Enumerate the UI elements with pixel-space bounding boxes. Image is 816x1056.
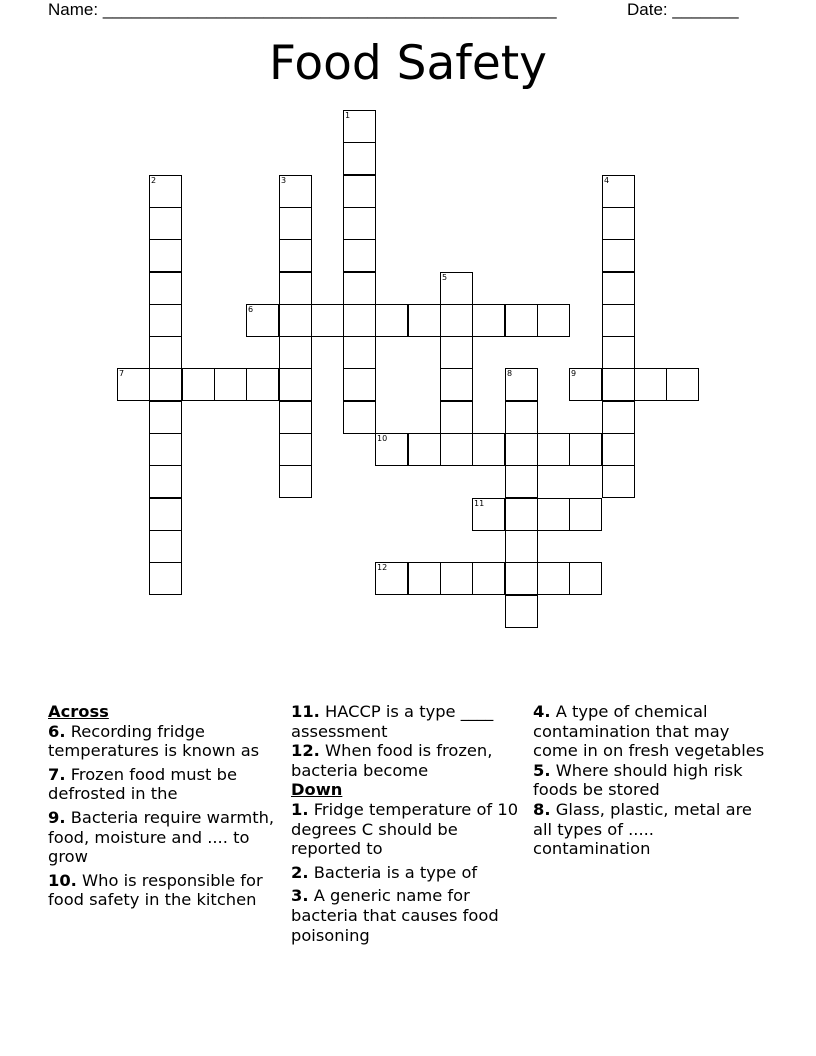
grid-cell[interactable] [375,433,408,466]
grid-cell[interactable] [634,368,667,401]
grid-cell[interactable] [279,304,312,337]
clue-down-4 [533,702,773,761]
grid-cell[interactable] [505,530,538,563]
grid-cell[interactable] [602,304,635,337]
cell-number: 12 [377,563,388,572]
grid-cell[interactable] [343,110,376,143]
grid-cell[interactable] [472,562,505,595]
cell-number: 4 [604,176,610,185]
grid-cell[interactable] [569,433,602,466]
grid-cell[interactable] [505,595,538,628]
clue-text: Bacteria is a type of [313,862,478,882]
clue-text: Recording fridge temperatures is known as [48,721,260,761]
grid-cell[interactable] [149,465,182,498]
grid-cell[interactable] [311,304,344,337]
clue-across-7 [48,765,288,804]
grid-cell[interactable] [149,272,182,305]
cell-number: 11 [474,499,485,508]
grid-cell[interactable] [602,433,635,466]
grid-cell[interactable] [505,433,538,466]
grid-cell[interactable] [537,304,570,337]
clue-text: A type of chemical contamination that may come in on fresh vegetables [533,702,765,761]
clue-number: 4. [533,702,551,721]
clue-down-3 [291,886,527,945]
grid-cell[interactable] [214,368,247,401]
clue-text: Bacteria require warmth, food, moisture and .... to grow [48,807,275,867]
grid-cell[interactable] [408,304,441,337]
grid-cell[interactable] [343,142,376,175]
cell-number: 6 [248,305,254,314]
date-label: Date: [627,0,668,19]
grid-cell[interactable] [149,304,182,337]
grid-cell[interactable] [279,368,312,401]
grid-cell[interactable] [149,175,182,208]
grid-cell[interactable] [602,272,635,305]
grid-cell[interactable] [182,368,215,401]
grid-cell[interactable] [537,562,570,595]
page-title: Food Safety [269,36,547,91]
name-label: Name: [48,0,99,19]
clue-down-2 [291,863,527,883]
clue-across-6 [48,722,288,761]
clue-text: Frozen food must be defrosted in the [48,764,237,804]
cell-number: 2 [151,176,157,185]
grid-cell[interactable] [408,562,441,595]
grid-cell[interactable] [149,207,182,240]
clue-number: 7. [48,764,66,784]
grid-cell[interactable] [505,465,538,498]
clue-down-5 [533,761,773,800]
clue-number: 3. [291,886,309,906]
across-heading: Across [48,702,109,721]
grid-cell[interactable] [472,304,505,337]
clue-across-10 [48,871,288,910]
grid-cell[interactable] [149,239,182,272]
cell-number: 7 [119,369,125,378]
grid-cell[interactable] [440,401,473,434]
grid-cell[interactable] [375,562,408,595]
down-heading: Down [291,780,343,800]
grid-cell[interactable] [246,304,279,337]
grid-cell[interactable] [472,498,505,531]
clue-column-3 [533,702,773,863]
date-line[interactable]: _______ [672,0,739,19]
grid-cell[interactable] [505,562,538,595]
grid-cell[interactable] [602,239,635,272]
clue-down-1 [291,800,527,859]
grid-cell[interactable] [505,401,538,434]
cell-number: 8 [507,369,513,378]
cell-number: 1 [345,111,351,120]
clue-text: A generic name for bacteria that causes food poisoning [291,886,499,945]
cell-number: 10 [377,434,388,443]
clue-number: 5. [533,760,551,780]
grid-cell[interactable] [602,336,635,369]
grid-cell[interactable] [343,272,376,305]
grid-cell[interactable] [149,368,182,401]
grid-cell[interactable] [343,239,376,272]
grid-cell[interactable] [666,368,699,401]
grid-cell[interactable] [279,465,312,498]
clue-text: Fridge temperature of 10 degrees C should be reported to [291,799,519,859]
cell-number: 9 [571,369,577,378]
clue-text: HACCP is a type ____ assessment [291,702,494,741]
grid-cell[interactable] [505,304,538,337]
grid-cell[interactable] [117,368,150,401]
grid-cell[interactable] [149,401,182,434]
grid-cell[interactable] [343,401,376,434]
clue-number: 10. [48,870,77,890]
clue-number: 12. [291,741,320,761]
grid-cell[interactable] [440,336,473,369]
grid-cell[interactable] [569,368,602,401]
grid-cell[interactable] [246,368,279,401]
grid-cell[interactable] [375,304,408,337]
grid-cell[interactable] [343,304,376,337]
clue-number: 11. [291,702,320,721]
grid-cell[interactable] [343,336,376,369]
grid-cell[interactable] [279,239,312,272]
grid-cell[interactable] [440,433,473,466]
grid-cell[interactable] [279,336,312,369]
clue-column-1 [48,702,288,914]
clue-text: When food is frozen, bacteria become [291,741,493,780]
grid-cell[interactable] [149,530,182,563]
clue-down-8 [533,800,773,859]
clue-text: Glass, plastic, metal are all types of ..... contamination [533,799,752,859]
clue-number: 2. [291,862,309,882]
grid-cell[interactable] [149,562,182,595]
clue-number: 1. [291,799,309,819]
grid-cell[interactable] [149,336,182,369]
grid-cell[interactable] [537,498,570,531]
grid-cell[interactable] [505,498,538,531]
grid-cell[interactable] [279,207,312,240]
grid-cell[interactable] [149,433,182,466]
grid-cell[interactable] [440,562,473,595]
grid-cell[interactable] [343,207,376,240]
clue-across-9 [48,808,288,867]
grid-cell[interactable] [602,175,635,208]
grid-cell[interactable] [440,304,473,337]
clue-number: 9. [48,807,66,827]
clue-across-11 [291,702,527,741]
grid-cell[interactable] [440,272,473,305]
clue-column-2 [291,702,527,949]
clue-text: Who is responsible for food safety in the kitchen [48,870,263,910]
cell-number: 3 [281,176,287,185]
grid-cell[interactable] [569,562,602,595]
grid-cell[interactable] [505,368,538,401]
grid-cell[interactable] [149,498,182,531]
clue-across-12 [291,741,527,780]
grid-cell[interactable] [602,401,635,434]
grid-cell[interactable] [343,368,376,401]
grid-cell[interactable] [472,433,505,466]
grid-cell[interactable] [279,272,312,305]
grid-cell[interactable] [408,433,441,466]
grid-cell[interactable] [279,175,312,208]
name-line[interactable]: ________________________________________________ [102,0,557,19]
grid-cell[interactable] [602,368,635,401]
grid-cell[interactable] [279,433,312,466]
grid-cell[interactable] [602,207,635,240]
grid-cell[interactable] [440,368,473,401]
clue-number: 8. [533,799,551,819]
grid-cell[interactable] [279,401,312,434]
grid-cell[interactable] [569,498,602,531]
grid-cell[interactable] [537,433,570,466]
clue-number: 6. [48,721,66,741]
grid-cell[interactable] [343,175,376,208]
clue-text: Where should high risk foods be stored [533,760,743,800]
grid-cell[interactable] [602,465,635,498]
cell-number: 5 [442,273,448,282]
